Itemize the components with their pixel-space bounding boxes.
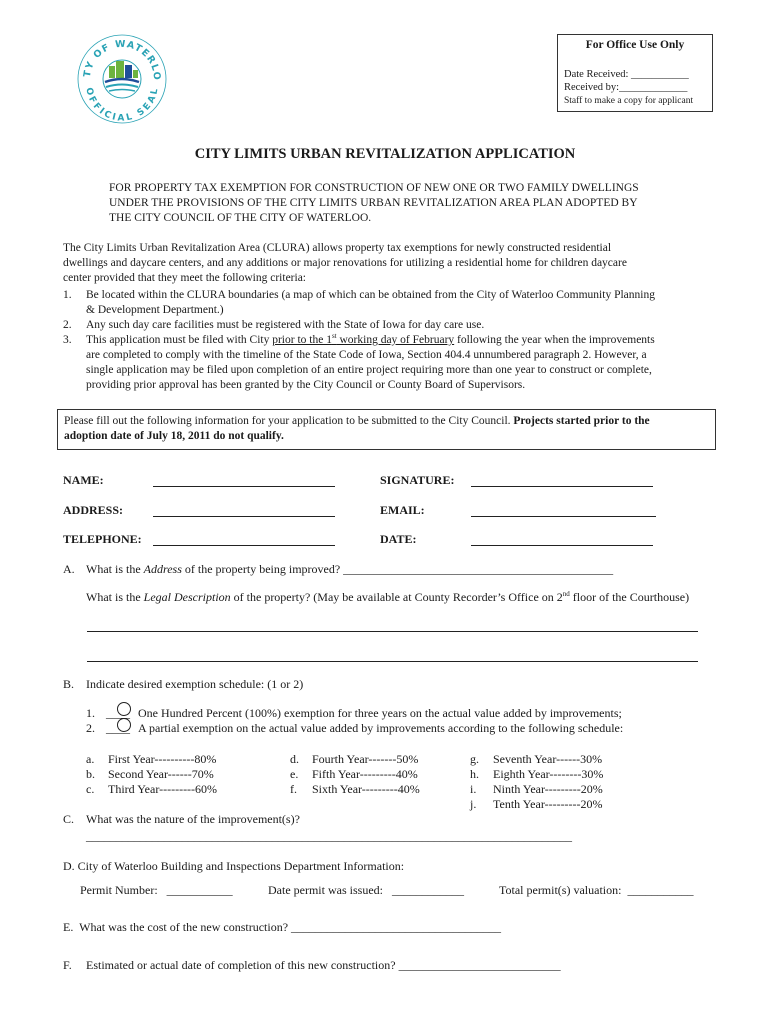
subtitle-line-1: FOR PROPERTY TAX EXEMPTION FOR CONSTRUCTION OF NEW ONE OR TWO FAMILY DWELLINGS [109, 182, 639, 194]
schedule-letter: c. [86, 782, 95, 796]
schedule-item: Ninth Year---------20% [493, 782, 603, 796]
completion-date-field[interactable]: Estimated or actual date of completion of this new construction? ___________________________ [86, 958, 561, 972]
criteria-1-cont: & Development Department.) [86, 304, 224, 316]
q2-text-mid: of the property? (May be available at County Recorder’s Office on 2 [230, 590, 563, 604]
option-2-radio[interactable] [117, 718, 131, 732]
improvement-nature-input[interactable]: _________________________________________________________________________________ [86, 829, 572, 843]
schedule-letter: d. [290, 752, 299, 766]
address-label: ADDRESS: [63, 503, 124, 517]
city-seal [76, 33, 168, 125]
criteria-number: 3. [63, 334, 72, 346]
schedule-column-1 [86, 752, 276, 797]
schedule-item: Eighth Year--------30% [493, 767, 604, 781]
permit-number-field[interactable]: Permit Number: ___________ [80, 883, 233, 897]
intro-line-2: dwellings and daycare centers, and any additions or major renovations for utilizing a residential home for children daycare [63, 257, 627, 269]
criteria-number: 1. [63, 289, 72, 301]
section-c-letter: C. [63, 812, 75, 826]
option-1-radio[interactable] [117, 702, 131, 716]
q2-text-pre: What is the [86, 590, 144, 604]
schedule-item: Tenth Year---------20% [493, 797, 603, 811]
schedule-letter: i. [470, 782, 477, 796]
schedule-item: Fifth Year---------40% [312, 767, 418, 781]
schedule-letter: h. [470, 767, 479, 781]
office-use-box [557, 34, 713, 112]
construction-cost-field[interactable]: E. What was the cost of the new construction? ___________________________________ [63, 920, 502, 934]
email-label: EMAIL: [380, 503, 425, 517]
section-f-letter: F. [63, 958, 72, 972]
criteria-3-cont-2: single application may be filed upon completion of an entire project requiring more than one year to construct or complete, [86, 364, 652, 376]
section-b-letter: B. [63, 677, 75, 691]
schedule-item: Sixth Year---------40% [312, 782, 420, 796]
subtitle-line-2: UNDER THE PROVISIONS OF THE CITY LIMITS URBAN REVITALIZATION AREA PLAN ADOPTED BY [109, 197, 638, 209]
schedule-letter: g. [470, 752, 479, 766]
intro-line-1: The City Limits Urban Revitalization Area (CLURA) allows property tax exemptions for newly constructed residential [63, 242, 612, 254]
seal-graphic [76, 33, 168, 125]
option-2-number: 2. [86, 721, 95, 735]
exemption-option-2[interactable] [86, 721, 623, 736]
name-label: NAME: [63, 473, 104, 487]
option-2-label: A partial exemption on the actual value added by improvements according to the following schedule: [138, 721, 624, 735]
notice-bold-2: adoption date of July 18, 2011 do not qualify. [64, 430, 284, 442]
criteria-3-cont-3: providing prior approval has been granted by the City Council or County Board of Supervisors. [86, 379, 526, 391]
section-b-question: Indicate desired exemption schedule: (1 or 2) [86, 677, 304, 691]
address-input[interactable] [153, 516, 335, 517]
date-label: DATE: [380, 532, 417, 546]
q1-emphasis: Address [143, 562, 182, 576]
staff-note: Staff to make a copy for applicant [564, 96, 694, 106]
seal-text-bottom: OFFICIAL SEAL [83, 86, 161, 124]
schedule-item: Fourth Year-------50% [312, 752, 419, 766]
criteria-3-sup: st [331, 332, 337, 341]
intro-line-3: center provided that they meet the following criteria: [63, 272, 307, 284]
exemption-option-1[interactable] [86, 706, 622, 721]
intro-paragraph [63, 241, 743, 286]
legal-description-line-1[interactable] [87, 631, 698, 632]
schedule-letter: f. [290, 782, 297, 796]
schedule-letter: b. [86, 767, 95, 781]
criteria-3 [86, 333, 655, 348]
office-use-title: For Office Use Only [585, 39, 685, 51]
option-1-blank: ____ [106, 706, 130, 720]
criteria-3-cont-1: are completed to comply with the timeline of the State Code of Iowa, Section 404.4 unnumbered paragraph 2. However, a [86, 349, 647, 361]
q2-sup: nd [562, 590, 570, 598]
date-input[interactable] [471, 545, 653, 546]
schedule-letter: a. [86, 752, 95, 766]
criteria-2: Any such day care facilities must be registered with the State of Iowa for day care use. [86, 319, 485, 331]
criteria-1: Be located within the CLURA boundaries (a map of which can be obtained from the City of Waterloo Community Planning [86, 289, 655, 301]
section-d-title: D. City of Waterloo Building and Inspections Department Information: [63, 859, 405, 873]
schedule-letter: e. [290, 767, 299, 781]
notice-box [57, 409, 716, 450]
telephone-label: TELEPHONE: [63, 532, 142, 546]
telephone-input[interactable] [153, 545, 335, 546]
section-c-question: What was the nature of the improvement(s)? [86, 812, 300, 826]
schedule-item: Second Year------70% [108, 767, 214, 781]
option-1-number: 1. [86, 706, 95, 720]
schedule-item: Seventh Year------30% [493, 752, 603, 766]
schedule-letter: j. [470, 797, 477, 811]
permit-valuation-field[interactable]: Total permit(s) valuation: ___________ [499, 883, 694, 897]
q1-text-post: of the property being improved? _____________________________________________ [181, 562, 614, 576]
schedule-column-2 [290, 752, 460, 797]
q2-emphasis: Legal Description [143, 590, 231, 604]
email-input[interactable] [471, 516, 656, 517]
q1-text-pre: What is the [86, 562, 144, 576]
criteria-3-text-post: following the year when the improvements [454, 334, 655, 346]
date-received-field[interactable]: Date Received: ___________ [564, 69, 689, 80]
schedule-item: Third Year---------60% [108, 782, 218, 796]
received-by-field[interactable]: Received by:_____________ [564, 82, 688, 93]
section-a-letter: A. [63, 562, 75, 576]
section-a-question-1[interactable] [86, 562, 613, 577]
criteria-list [63, 288, 743, 393]
signature-label: SIGNATURE: [380, 473, 455, 487]
page-title: CITY LIMITS URBAN REVITALIZATION APPLICATION [194, 146, 576, 162]
schedule-item: First Year----------80% [108, 752, 217, 766]
criteria-3-deadline-b: working day of February [336, 334, 455, 346]
criteria-3-deadline [272, 334, 454, 346]
notice-text: Please fill out the following information for your application to be submitted to the City Council. [64, 415, 514, 427]
name-input[interactable] [153, 486, 335, 487]
section-a-question-2 [86, 590, 689, 605]
subtitle [109, 181, 729, 226]
criteria-3-deadline-a: prior to the 1 [272, 334, 332, 346]
seal-text-top: TY OF WATERLO [81, 38, 163, 82]
criteria-number: 2. [63, 319, 72, 331]
criteria-3-text: This application must be filed with City [86, 334, 273, 346]
option-1-label: One Hundred Percent (100%) exemption for three years on the actual value added by improvements; [138, 706, 622, 720]
permit-date-field[interactable]: Date permit was issued: ____________ [268, 883, 464, 897]
subtitle-line-3: THE CITY COUNCIL OF THE CITY OF WATERLOO. [109, 212, 372, 224]
q2-text-post: floor of the Courthouse) [569, 590, 690, 604]
signature-input[interactable] [471, 486, 653, 487]
schedule-column-3 [470, 752, 650, 812]
option-2-blank: ____ [106, 721, 130, 735]
legal-description-line-2[interactable] [87, 661, 698, 662]
notice-bold-1: Projects started prior to the [513, 415, 650, 427]
